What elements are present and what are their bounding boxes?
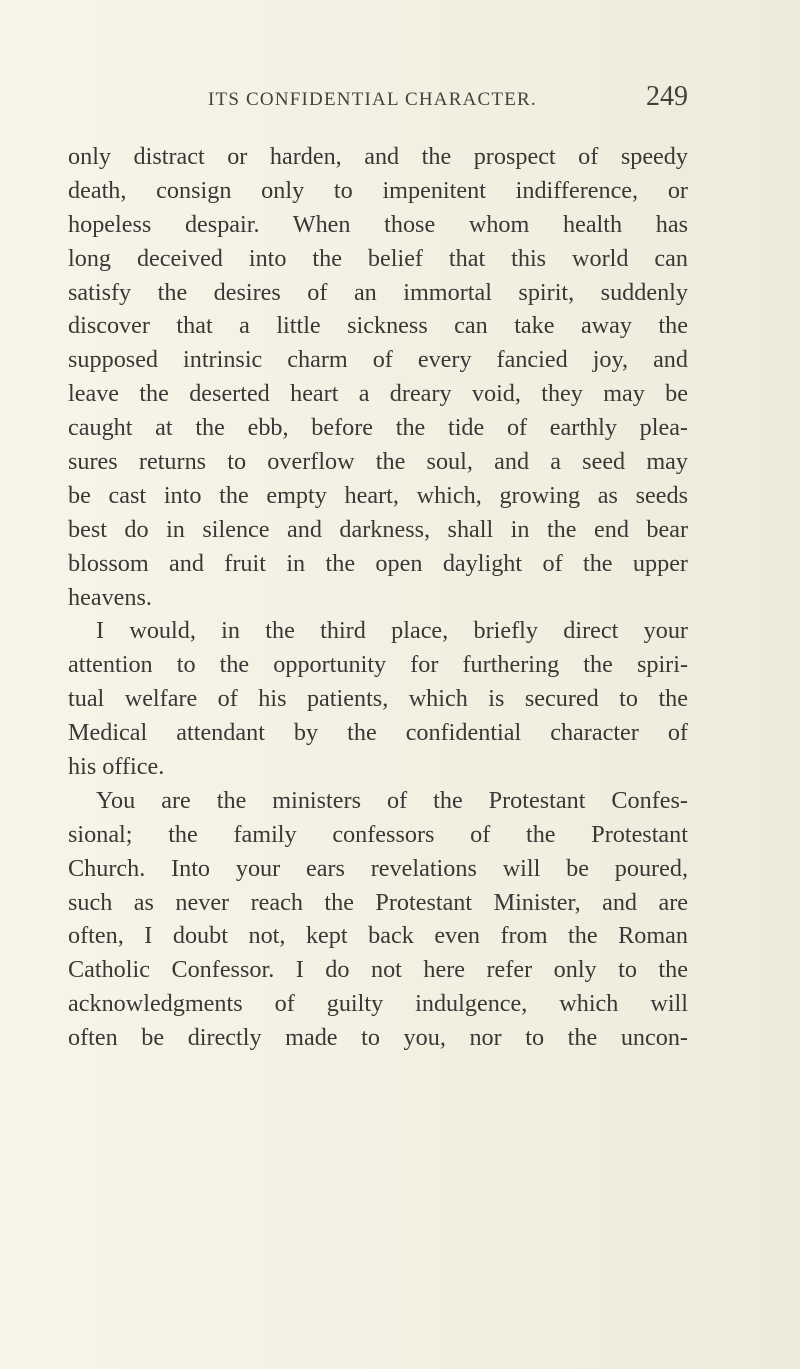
text-line: often, I doubt not, kept back even from the Roman (68, 922, 688, 950)
running-title: ITS CONFIDENTIAL CHARACTER. (208, 89, 537, 110)
text-line: acknowledgments of guilty indulgence, which will (68, 990, 688, 1018)
text-line: satisfy the desires of an immortal spirit, suddenly (68, 278, 688, 306)
text-line: only distract or harden, and the prospect of speedy (68, 143, 688, 170)
text-line: I would, in the third place, briefly direct your (96, 617, 688, 645)
text-line: discover that a little sickness can take away the (68, 312, 688, 340)
text-line: supposed intrinsic charm of every fancied joy, and (68, 346, 688, 374)
text-line: his office. (68, 753, 165, 781)
body-text (68, 140, 688, 1055)
text-line: sures returns to overflow the soul, and a seed may (68, 448, 688, 476)
text-line: tual welfare of his patients, which is secured to the (68, 685, 688, 713)
text-line: blossom and fruit in the open daylight of the upper (68, 549, 688, 577)
text-line: Catholic Confessor. I do not here refer only to the (68, 956, 688, 984)
page-number: 249 (646, 81, 688, 112)
text-line: death, consign only to impenitent indifference, or (68, 176, 688, 204)
text-line: Medical attendant by the confidential character of (68, 719, 688, 747)
text-line: attention to the opportunity for furthering the spiri- (68, 651, 688, 679)
text-line: sional; the family confessors of the Protestant (68, 820, 688, 848)
text-line: best do in silence and darkness, shall in the end bear (68, 515, 688, 543)
text-line: often be directly made to you, nor to the uncon- (68, 1024, 688, 1052)
page-header (68, 81, 688, 125)
text-line: caught at the ebb, before the tide of earthly plea- (68, 414, 688, 442)
text-line: be cast into the empty heart, which, growing as seeds (68, 481, 688, 509)
text-line: hopeless despair. When those whom health has (68, 210, 688, 238)
text-line: leave the deserted heart a dreary void, they may be (68, 380, 688, 408)
text-line: long deceived into the belief that this world can (68, 244, 688, 272)
text-line: Church. Into your ears revelations will be poured, (68, 854, 688, 882)
text-line: such as never reach the Protestant Minister, and are (68, 888, 688, 916)
text-line: You are the ministers of the Protestant Confes- (96, 786, 688, 814)
text-line: heavens. (68, 583, 152, 611)
